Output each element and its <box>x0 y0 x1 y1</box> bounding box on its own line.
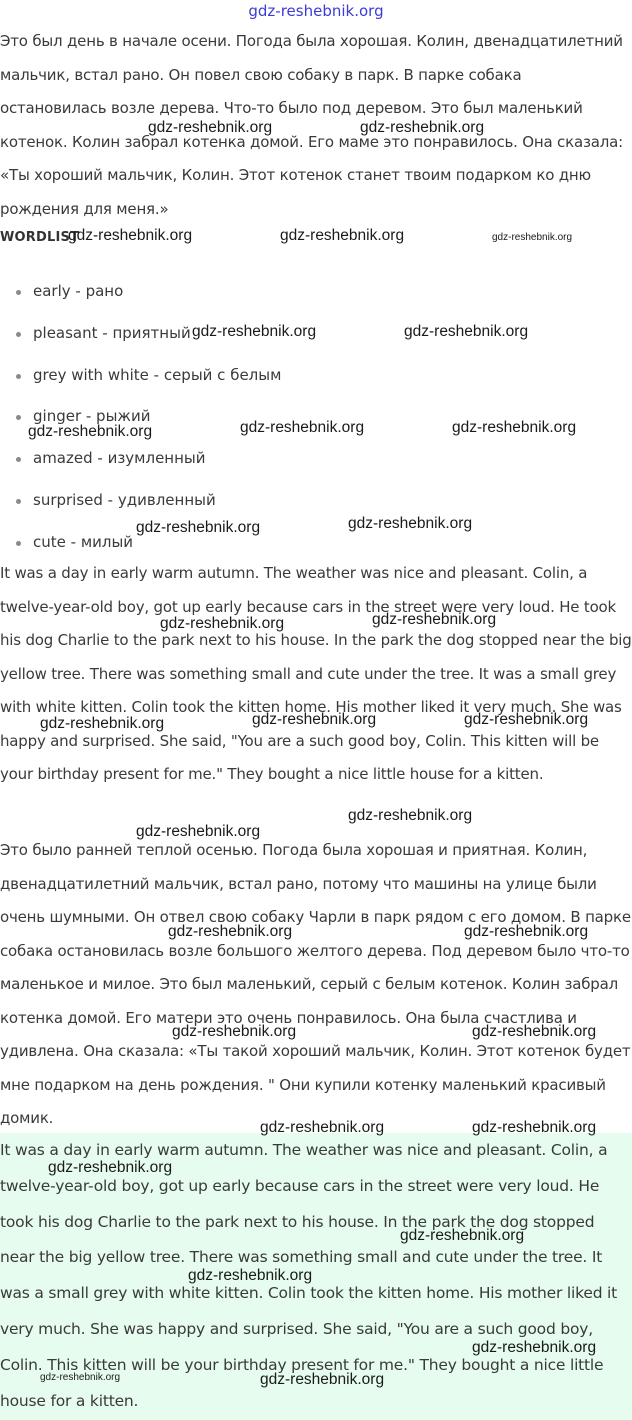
watermark: gdz-reshebnik.org <box>464 923 589 940</box>
wordlist-item <box>0 355 281 397</box>
wordlist-item-text: cute - милый <box>33 532 134 551</box>
watermark: gdz-reshebnik.org <box>148 119 273 136</box>
story-paragraph-ru: Это было ранней теплой осенью. Погода была хорошая и приятная. Колин, двенадцатилетний мальчик, встал рано, потому что машины на улице были очень шумными. Он отвел свою собаку Чарли в парк рядом с его домом. В парке собака остановилась возле большого желтого дерева. Под деревом было что-то маленькое и милое. Это был маленький, серый с белым котенок. Колин забрал котенка домой. Его матери это очень понравилось. Она была счастлива и удивлена. Она сказала: «Ты такой хороший мальчик, Колин. Этот котенок будет мне подарком на день рождения. " Они купили котенку маленький красивый домик. <box>0 841 631 1127</box>
answer-box <box>0 1133 632 1420</box>
watermark: gdz-reshebnik.org <box>172 1023 297 1040</box>
wordlist <box>0 271 281 564</box>
watermark: gdz-reshebnik.org <box>48 1159 173 1176</box>
watermark: gdz-reshebnik.org <box>400 1227 525 1244</box>
wordlist-item-text: surprised - удивленный <box>33 490 216 509</box>
watermark: gdz-reshebnik.org <box>260 1119 385 1136</box>
watermark: gdz-reshebnik.org <box>492 232 573 243</box>
watermark: gdz-reshebnik.org <box>280 227 405 244</box>
wordlist-item <box>0 438 281 480</box>
watermark: gdz-reshebnik.org <box>160 615 285 632</box>
bullet-icon <box>16 290 21 295</box>
wordlist-item <box>0 271 281 313</box>
watermark: gdz-reshebnik.org <box>348 515 473 532</box>
watermark: gdz-reshebnik.org <box>452 419 577 436</box>
watermark: gdz-reshebnik.org <box>472 1119 597 1136</box>
wordlist-item-text: grey with white - серый с белым <box>33 365 282 384</box>
watermark: gdz-reshebnik.org <box>472 1023 597 1040</box>
watermark: gdz-reshebnik.org <box>28 423 153 440</box>
wordlist-title: WORDLIST <box>0 230 80 245</box>
wordlist-item-text: pleasant - приятный <box>33 323 191 342</box>
bullet-icon <box>16 374 21 379</box>
wordlist-item-text: amazed - изумленный <box>33 449 206 468</box>
watermark: gdz-reshebnik.org <box>252 711 377 728</box>
watermark: gdz-reshebnik.org <box>464 711 589 728</box>
watermark: gdz-reshebnik.org <box>136 519 261 536</box>
watermark: gdz-reshebnik.org <box>348 807 473 824</box>
bullet-icon <box>16 457 21 462</box>
site-header-link[interactable]: gdz-reshebnik.org <box>248 2 384 20</box>
bullet-icon <box>16 332 21 337</box>
wordlist-item <box>0 480 281 522</box>
watermark: gdz-reshebnik.org <box>40 1372 121 1383</box>
watermark: gdz-reshebnik.org <box>372 611 497 628</box>
watermark: gdz-reshebnik.org <box>472 1339 597 1356</box>
answer-paragraph-en: It was a day in early warm autumn. The weather was nice and pleasant. Colin, a twelve-year-old boy, got up early because cars in the street were very loud. He took his dog Charlie to the park next to his house. In the park the dog stopped near the big yellow tree. There was something small and cute under the tree. It was a small grey with white kitten. Colin took the kitten home. His mother liked it very much. She was happy and surprised. She said, "You are a such good boy, Colin. This kitten will be your birthday present for me." They bought a nice little house for a kitten. <box>0 1141 618 1410</box>
watermark: gdz-reshebnik.org <box>188 1267 313 1284</box>
bullet-icon <box>16 541 21 546</box>
watermark: gdz-reshebnik.org <box>40 715 165 732</box>
watermark: gdz-reshebnik.org <box>168 923 293 940</box>
watermark: gdz-reshebnik.org <box>260 1371 385 1388</box>
watermark: gdz-reshebnik.org <box>360 119 485 136</box>
watermark: gdz-reshebnik.org <box>136 823 261 840</box>
bullet-icon <box>16 415 21 420</box>
wordlist-item <box>0 396 281 438</box>
watermark: gdz-reshebnik.org <box>240 419 365 436</box>
wordlist-item-text: early - рано <box>33 282 124 300</box>
watermark: gdz-reshebnik.org <box>192 323 317 340</box>
wordlist-item <box>0 313 281 355</box>
watermark: gdz-reshebnik.org <box>68 227 193 244</box>
wordlist-item-text: ginger - рыжий <box>33 407 151 426</box>
watermark: gdz-reshebnik.org <box>404 323 529 340</box>
story-paragraph-en: It was a day in early warm autumn. The weather was nice and pleasant. Colin, a twelve-year-old boy, got up early because cars in the street were very loud. He took his dog Charlie to the park next to his house. In the park the dog stopped near the big yellow tree. There was something small and cute under the tree. It was a small grey with white kitten. Colin took the kitten home. His mother liked it very much. She was happy and surprised. She said, "You are a such good boy, Colin. This kitten will be your birthday present for me." They bought a nice little house for a kitten. <box>0 564 632 783</box>
intro-paragraph-ru: Это был день в начале осени. Погода была хорошая. Колин, двенадцатилетний мальчик, встал рано. Он повел свою собаку в парк. В парке собака остановилась возле дерева. Что-то было под деревом. Это был маленький котенок. Колин забрал котенка домой. Его маме это понравилось. Она сказала: «Ты хороший мальчик, Колин. Этот котенок станет твоим подарком ко дню рождения для меня.» <box>0 32 623 218</box>
bullet-icon <box>16 499 21 504</box>
